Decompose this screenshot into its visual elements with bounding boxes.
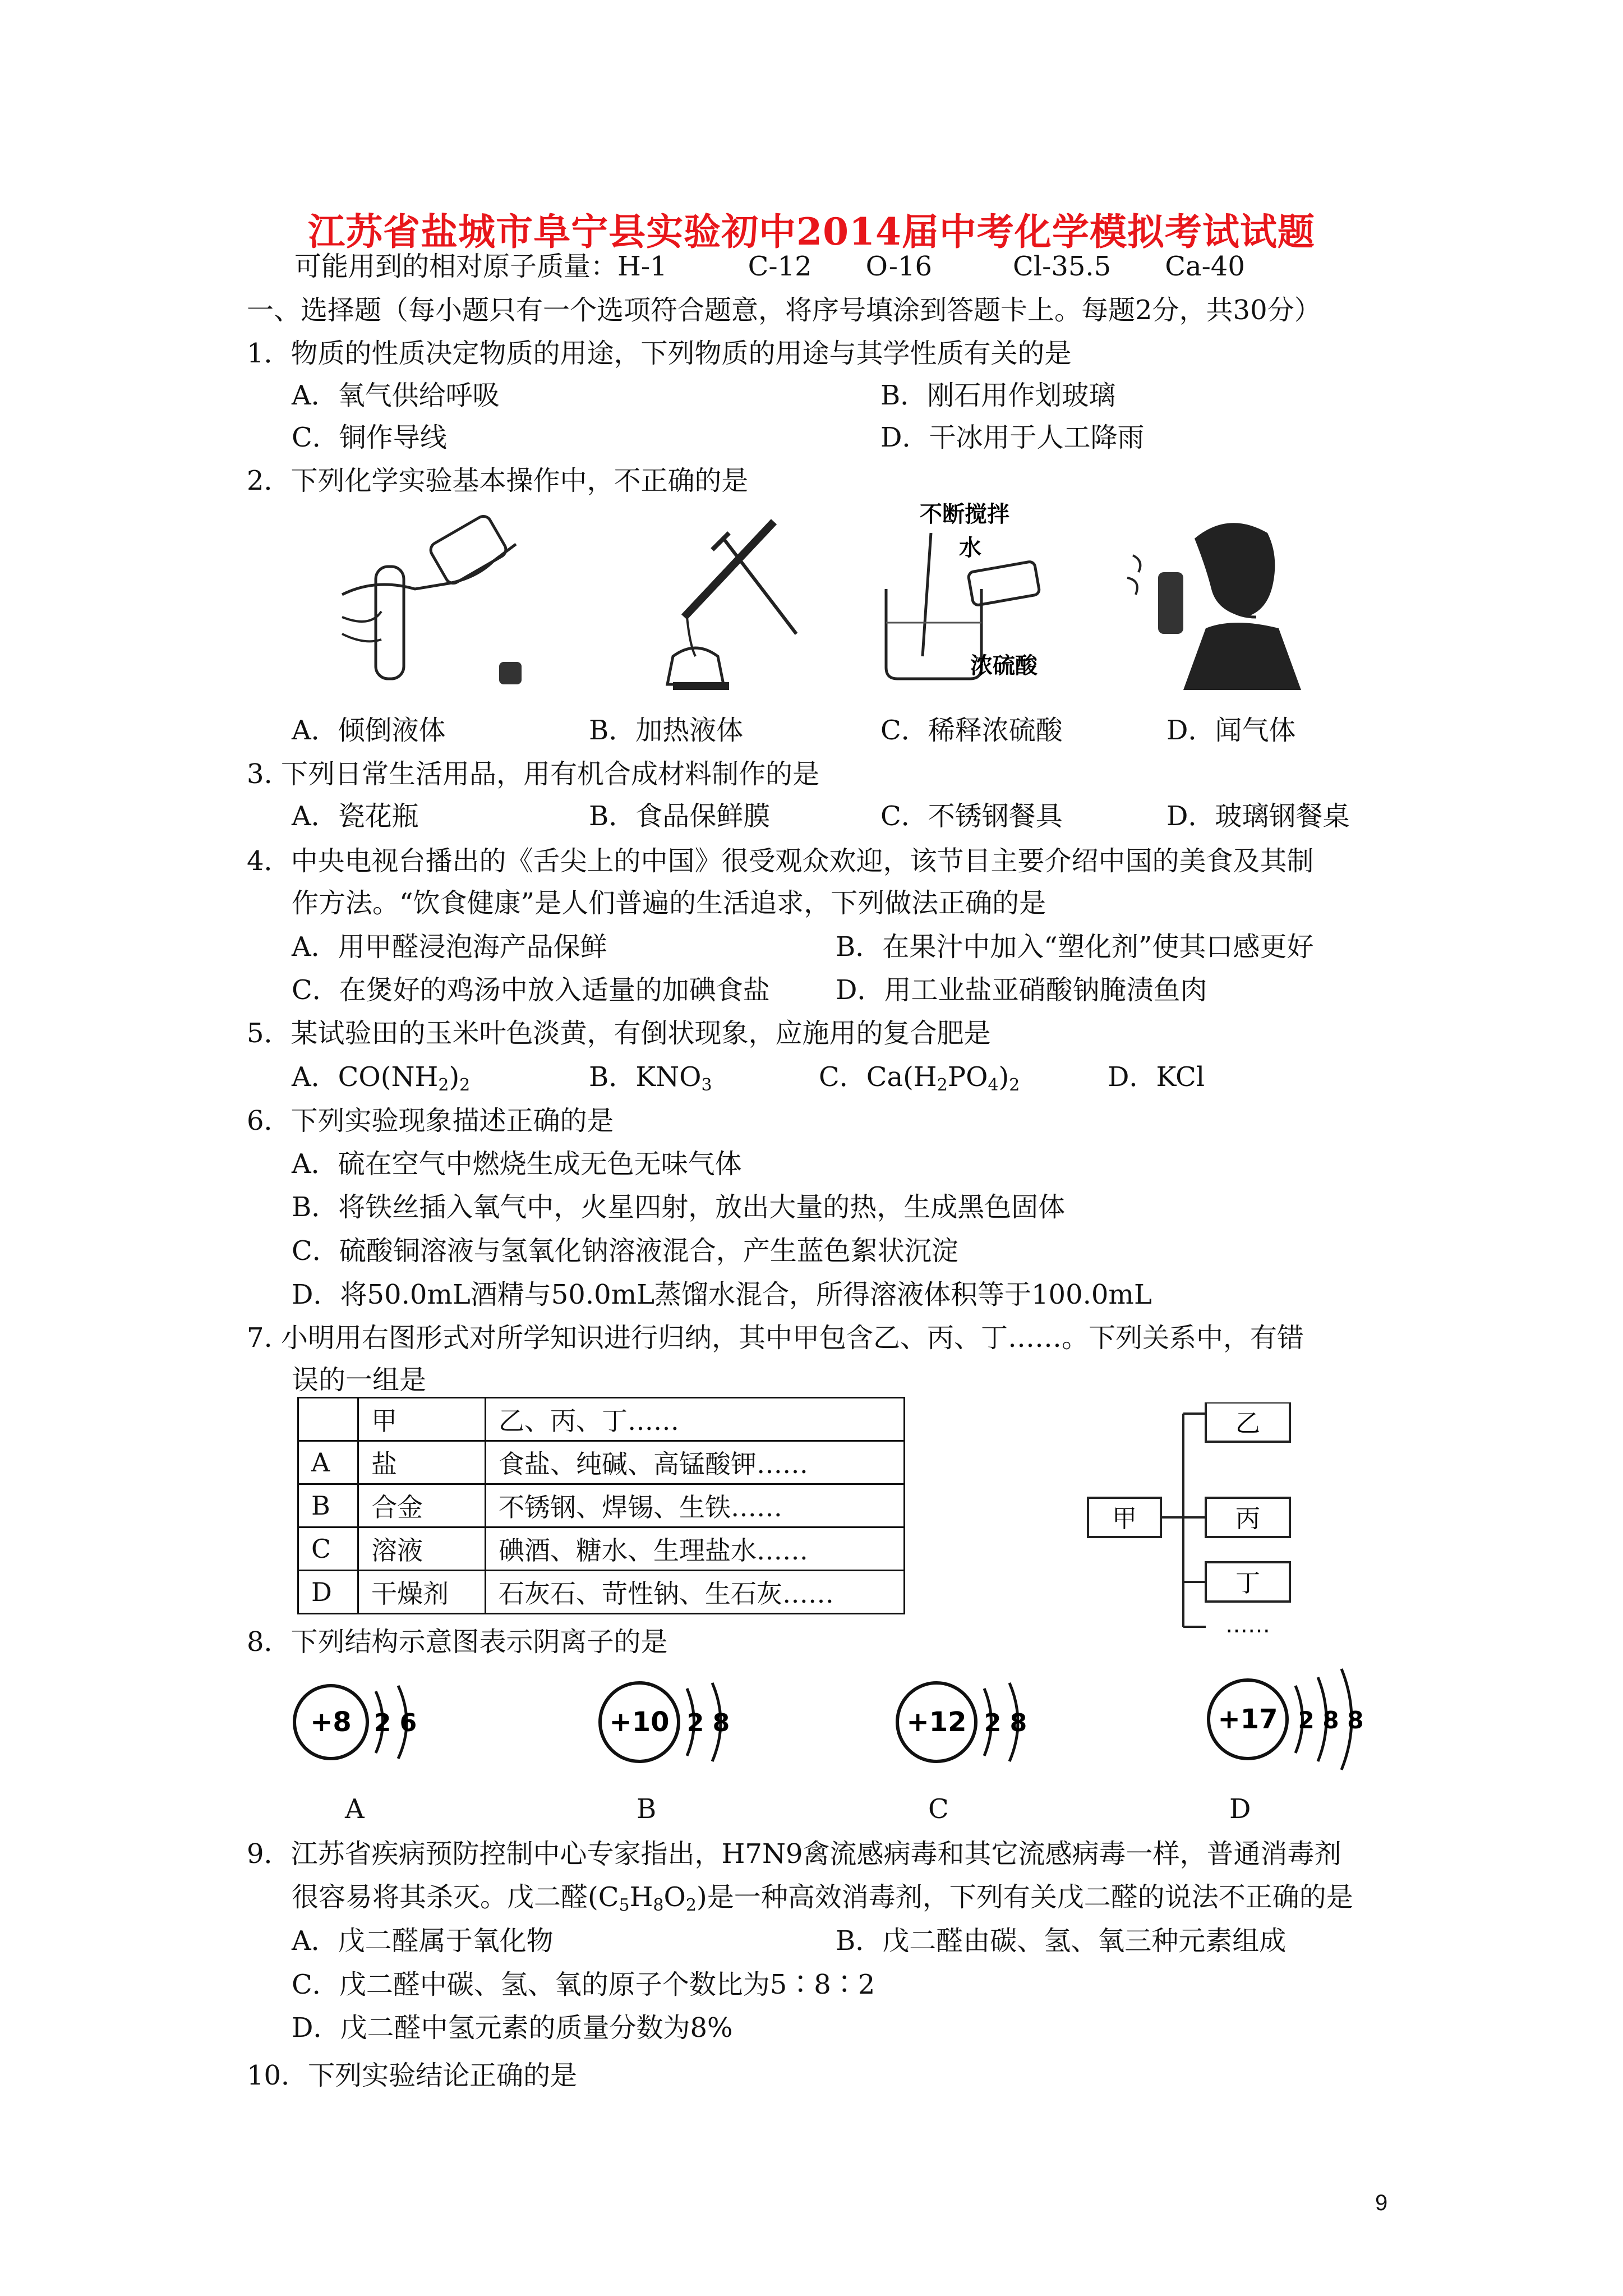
q9-option-a: A．戊二醛属于氧化物 [292,1925,554,1957]
q5-option-a: A．$CO(NH_2)_2$ [292,1061,471,1095]
q2-option-d: D．闻气体 [1166,715,1296,746]
q3-option-d: D．玻璃钢餐桌 [1166,800,1350,832]
table-cell: 合金 [358,1484,486,1527]
table-cell: D [298,1571,358,1614]
q3-option-a: A．瓷花瓶 [292,800,419,832]
atom-label-d: D [1229,1793,1251,1825]
classification-diagram [1077,1402,1312,1638]
question-6-stem: 6．下列实验现象描述正确的是 [247,1105,614,1137]
q3-option-b: B．食品保鲜膜 [589,800,771,832]
q9-option-b: B．戊二醛由碳、氢、氧三种元素组成 [836,1925,1287,1957]
atom-shells: 2 6 [374,1709,417,1737]
question-5-stem: 5．某试验田的玉米叶色淡黄，有倒状现象，应施用的复合肥是 [247,1018,991,1049]
question-9-stem-2: 很容易将其杀灭。戊二醛$(C_5H_8O_2)$是一种高效消毒剂，下列有关戊二醛的说法不正确的是 [292,1881,1353,1915]
q5-option-d: D．KCl [1108,1061,1205,1093]
table-cell: A [298,1441,358,1484]
q4-option-a: A．用甲醛浸泡海产品保鲜 [292,931,607,963]
question-4-stem-2: 作方法。“饮食健康”是人们普遍的生活追求，下列做法正确的是 [292,887,1046,919]
acid-label: 浓硫酸 [970,653,1038,679]
table-cell: 甲 [358,1398,486,1441]
atom-nucleus: +8 [310,1706,352,1738]
q2-option-c: C．稀释浓硫酸 [880,715,1063,746]
q9-option-c: C．戊二醛中碳、氢、氧的原子个数比为5∶8∶2 [292,1969,875,2000]
table-cell: B [298,1484,358,1527]
question-10-stem: 10．下列实验结论正确的是 [247,2060,578,2091]
page-title: 江苏省盐城市阜宁县实验初中2014届中考化学模拟考试试题 [308,210,1315,254]
q2-option-b: B．加热液体 [589,715,744,746]
atom-label-a: A [345,1793,365,1825]
q5-option-b: B．$KNO_3$ [589,1061,712,1095]
question-8-stem: 8．下列结构示意图表示阴离子的是 [247,1626,668,1658]
table-cell: 食盐、纯碱、高锰酸钾…… [486,1441,905,1484]
q1-option-c: C．铜作导线 [292,422,447,453]
table-cell: 不锈钢、焊锡、生铁…… [486,1484,905,1527]
water-label: 水 [959,535,981,561]
table-cell: 溶液 [358,1527,486,1571]
table-cell: 碘酒、糖水、生理盐水…… [486,1527,905,1571]
q6-option-c: C．硫酸铜溶液与氢氧化钠溶液混合，产生蓝色絮状沉淀 [292,1235,958,1267]
question-7-stem-1: 7. 小明用右图形式对所学知识进行归纳，其中甲包含乙、丙、丁……。下列关系中，有错 [247,1322,1304,1354]
table-row [298,1527,905,1571]
question-3-stem: 3. 下列日常生活用品，用有机合成材料制作的是 [247,758,820,790]
atom-nucleus: +12 [906,1706,967,1738]
question-9-stem-1: 9．江苏省疾病预防控制中心专家指出，H7N9禽流感病毒和其它流感病毒一样，普通消毒剂 [247,1838,1341,1870]
table-row [298,1398,905,1441]
q6-option-b: B．将铁丝插入氧气中，火星四射，放出大量的热，生成黑色固体 [292,1191,1066,1223]
atom-shells: 2 8 8 [1298,1706,1364,1734]
diagram-child-1: 乙 [1235,1409,1260,1438]
stir-label: 不断搅拌 [920,501,1009,527]
q1-option-a: A．氧气供给呼吸 [292,380,500,411]
q3-option-c: C．不锈钢餐具 [880,800,1063,832]
atom-nucleus: +10 [609,1706,670,1738]
table-cell: 乙、丙、丁…… [486,1398,905,1441]
q7-table [297,1397,905,1614]
table-row [298,1441,905,1484]
atom-diagram-a [280,1666,449,1778]
q6-option-d: D．将50.0mL酒精与50.0mL蒸馏水混合，所得溶液体积等于100.0mL [292,1279,1152,1310]
diagram-more: …… [1225,1612,1270,1638]
dilute-acid-figure [875,499,1077,696]
smell-gas-figure [1122,505,1312,696]
table-row [298,1484,905,1527]
atom-diagram-d [1195,1660,1396,1778]
q9-option-d: D．戊二醛中氢元素的质量分数为8% [292,2012,733,2044]
table-cell: C [298,1527,358,1571]
atomic-mass-line: 可能用到的相对原子质量：H-1 C-12 O-16 Cl-35.5 Ca-40 [294,251,1245,282]
diagram-child-3: 丁 [1235,1569,1260,1598]
question-4-stem-1: 4．中央电视台播出的《舌尖上的中国》很受观众欢迎，该节目主要介绍中国的美食及其制 [247,845,1314,877]
table-row [298,1571,905,1614]
question-1-stem: 1．物质的性质决定物质的用途，下列物质的用途与其学性质有关的是 [247,338,1072,369]
table-cell: 盐 [358,1441,486,1484]
section-heading: 一、选择题（每小题只有一个选项符合题意，将序号填涂到答题卡上。每题2分，共30分） [247,295,1321,326]
table-cell: 石灰石、苛性钠、生石灰…… [486,1571,905,1614]
table-cell: 干燥剂 [358,1571,486,1614]
q6-option-a: A．硫在空气中燃烧生成无色无味气体 [292,1148,742,1180]
diagram-root: 甲 [1112,1504,1137,1533]
atom-diagram-c [883,1666,1063,1778]
pour-liquid-figure [331,510,544,696]
question-2-stem: 2．下列化学实验基本操作中，不正确的是 [247,465,749,496]
atom-nucleus: +17 [1218,1704,1278,1735]
heat-liquid-figure [634,505,819,696]
atom-label-c: C [928,1793,949,1825]
atom-shells: 2 8 [686,1709,730,1737]
atom-label-b: B [637,1793,657,1825]
q1-option-b: B．刚石用作划玻璃 [880,380,1116,411]
q4-option-b: B．在果汁中加入“塑化剂”使其口感更好 [836,931,1314,963]
atom-diagram-b [586,1666,766,1778]
diagram-child-2: 丙 [1235,1504,1260,1533]
q1-option-d: D．干冰用于人工降雨 [880,422,1145,453]
q4-option-c: C．在煲好的鸡汤中放入适量的加碘食盐 [292,974,770,1006]
table-cell [298,1398,358,1441]
q5-option-c: C．$Ca(H_2PO_4)_2$ [819,1061,1020,1095]
q4-option-d: D．用工业盐亚硝酸钠腌渍鱼肉 [836,974,1207,1006]
atom-shells: 2 8 [984,1709,1027,1737]
page-number: 9 [1375,2191,1388,2215]
question-7-stem-2: 误的一组是 [292,1364,427,1396]
q2-option-a: A．倾倒液体 [292,715,446,746]
